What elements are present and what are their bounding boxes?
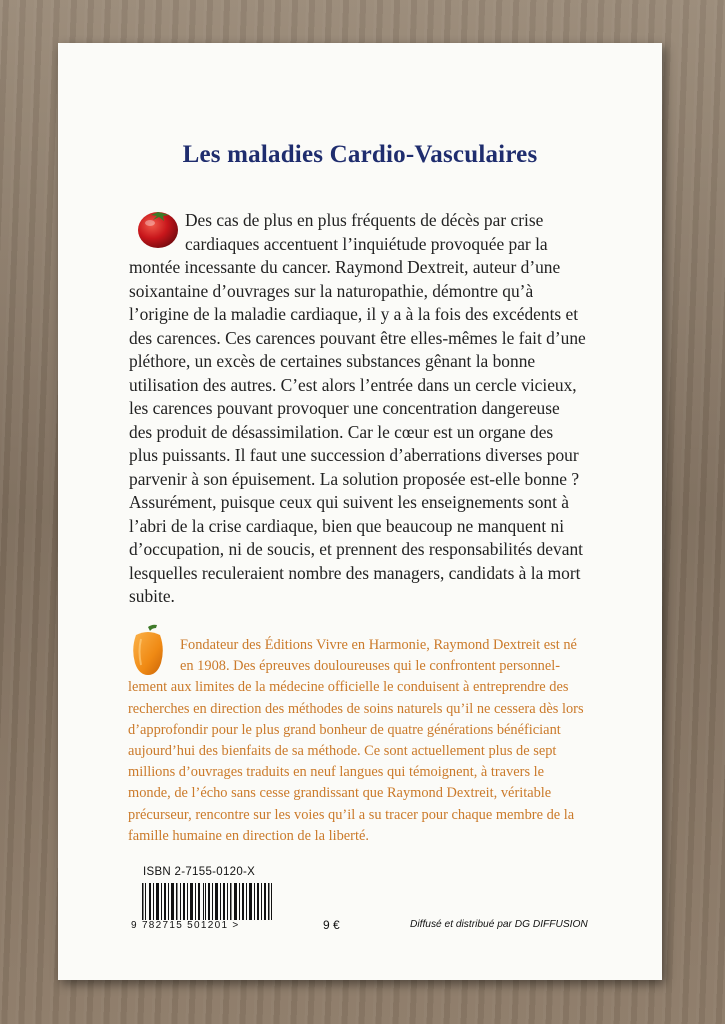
description-line: les carences pouvant provoquer une concentration dangereuse: [129, 398, 560, 418]
description-line: cardiaques accentuent l’inquiétude provoquée par la: [185, 233, 548, 254]
description-line: montée incessante du cancer. Raymond Dextreit, auteur d’une: [129, 257, 561, 277]
bio-line: Fondateur des Éditions Vivre en Harmonie, Raymond Dextreit est né: [180, 637, 577, 653]
description-line: Des cas de plus en plus fréquents de décès par crise: [185, 210, 544, 230]
description-line: soixantaine d’ouvrages sur la naturopathie, démontre qu’à: [129, 280, 534, 301]
price-label: 9 €: [323, 918, 340, 932]
description-line: des carences. Ces carences pouvant être elles-mêmes le fait d’une: [129, 327, 586, 348]
barcode-digits: 9 782715 501201 >: [129, 920, 281, 931]
description-line: subite.: [129, 586, 175, 606]
author-bio: [128, 635, 615, 847]
description-line: d’occupation, ni de soucis, et prennent des responsabilités devant: [129, 539, 583, 559]
bio-line: d’approfondir pour le plus grand bonheur de quatre générations bénéficiant: [128, 721, 561, 738]
bio-line: aujourd’hui des bienfaits de sa méthode. Ce sont actuellement plus de sept: [128, 743, 557, 760]
bio-line: lement aux limites de la médecine officielle le conduisent à entreprendre des: [128, 679, 569, 696]
bio-line: millions d’ouvrages traduits en neuf langues qui témoignent, à travers le: [128, 764, 545, 781]
bio-line: recherches en direction des méthodes de soins naturels qu’il ne cessera dès lors: [128, 700, 584, 717]
description-line: utilisation des autres. C’est alors l’entrée dans un cercle vicieux,: [129, 374, 577, 395]
book-title: Les maladies Cardio-Vasculaires: [182, 141, 538, 168]
description-line: plus puissants. Il faut une succession d’aberrations diverses pour: [129, 445, 579, 465]
description-line: lesquelles reculeraient nombre des managers, candidats à la mort: [129, 562, 581, 583]
bio-line: précurseur, rencontre sur les voies qu’il a su tracer pour chaque membre de la: [128, 806, 575, 823]
bio-line: famille humaine en direction de la liberté.: [128, 827, 369, 844]
description-line: l’abri de la crise cardiaque, bien que beaucoup ne manquent ni: [129, 515, 565, 536]
description-line: pléthore, un excès de certaines substances gênant la bonne: [129, 351, 536, 371]
isbn-label: ISBN 2-7155-0120-X: [143, 866, 256, 878]
book-back-cover: [58, 43, 662, 980]
pepper-icon: [128, 623, 168, 677]
bio-line: monde, de l’écho sans cesse grandissant que Raymond Dextreit, véritable: [128, 785, 552, 802]
book-description: [129, 209, 615, 609]
description-line: Assurément, puisque ceux qui suivent les enseignements sont à: [129, 492, 569, 512]
bio-line: en 1908. Des épreuves douloureuses qui le confrontent personnel-: [180, 658, 561, 675]
description-line: des produit de désassimilation. Car le cœur est un organe des: [129, 421, 554, 442]
description-line: l’origine de la maladie cardiaque, il y a à la fois des excédents et: [129, 304, 579, 324]
description-line: parvenir à son épuisement. La solution proposée est-elle bonne ?: [129, 468, 580, 489]
distribution-label: Diffusé et distribué par DG DIFFUSION: [410, 919, 588, 930]
